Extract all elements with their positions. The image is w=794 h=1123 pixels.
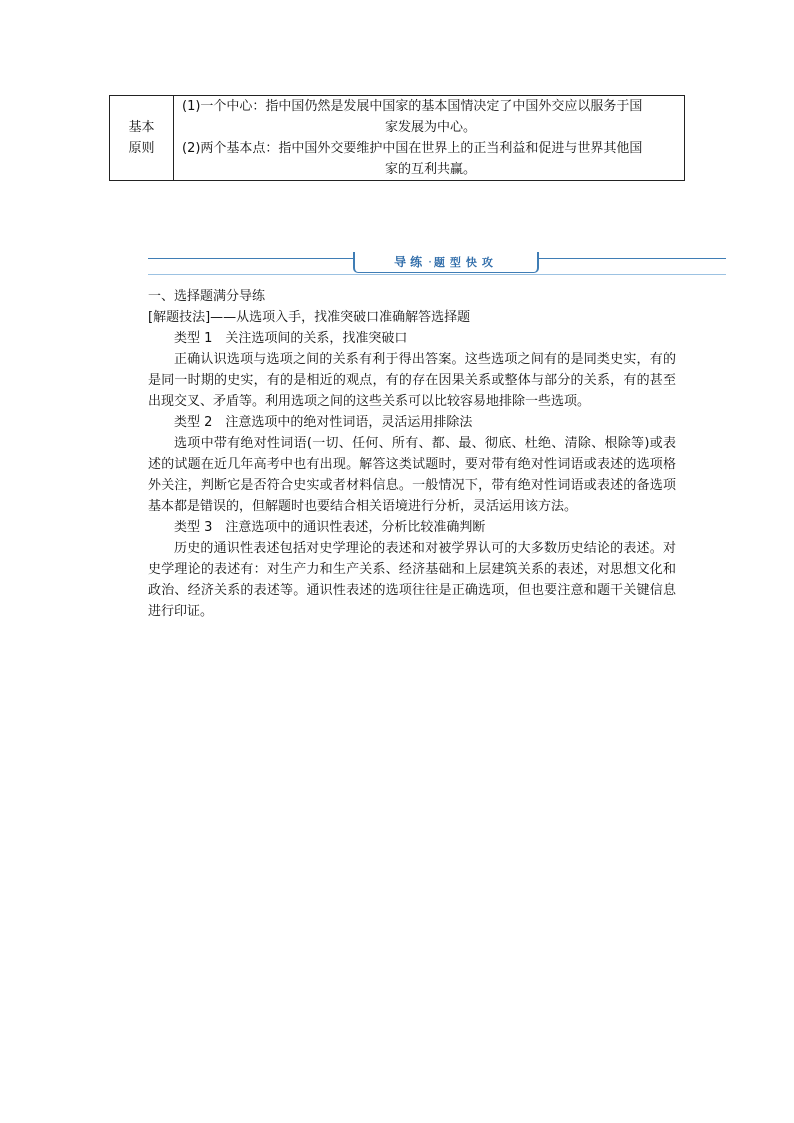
type-3-body: 历史的通识性表述包括对史学理论的表述和对被学界认可的大多数历史结论的表述。对史学理论的表述有：对生产力和生产关系、经济基础和上层建筑关系的表述，对思想文化和政治、经济关系的表述等。通识性表述的选项往往是正确选项，但也要注意和题干关键信息进行印证。	[148, 541, 676, 619]
item-2-line-2: 家的互利共赢。	[384, 162, 476, 177]
item-2-line-1: (2)两个基本点：指中国外交要维护中国在世界上的正当利益和促进与世界其他国	[182, 141, 643, 156]
banner-sub-text: 题型快攻	[433, 256, 498, 269]
banner-tab	[353, 252, 539, 273]
banner-main-text: 导练	[394, 255, 427, 269]
section-banner	[148, 250, 726, 276]
guide-content	[148, 286, 676, 622]
label-line-1: 基本	[128, 120, 155, 135]
item-1-line-2: 家发展为中心。	[384, 120, 476, 135]
type-1-title: 类型 1 关注选项间的关系，找准突破口	[174, 331, 408, 346]
banner-dot: ·	[428, 255, 432, 269]
table-row-label	[110, 96, 174, 181]
item-1-line-1: (1)一个中心：指中国仍然是发展中国家的基本国情决定了中国外交应以服务于国	[182, 99, 643, 114]
type-2-body: 选项中带有绝对性词语(一切、任何、所有、都、最、彻底、杜绝、清除、根除等)或表述的试题在近几年高考中也有出现。解答这类试题时，要对带有绝对性词语或表述的选项格外关注，判断它是否符合史实或者材料信息。一般情况下，带有绝对性词语或表述的备选项基本都是错误的，但解题时也要结合相关语境进行分析，灵活运用该方法。	[148, 436, 676, 514]
type-3-title: 类型 3 注意选项中的通识性表述，分析比较准确判断	[174, 520, 486, 535]
type-1-body: 正确认识选项与选项之间的关系有利于得出答案。这些选项之间有的是同类史实，有的是同一时期的史实，有的是相近的观点，有的存在因果关系或整体与部分的关系，有的甚至出现交叉、矛盾等。利用选项之间的这些关系可以比较容易地排除一些选项。	[148, 352, 676, 409]
section-title: 一、选择题满分导练	[148, 289, 266, 304]
method-title: [解题技法]——从选项入手，找准突破口准确解答选择题	[148, 310, 471, 325]
banner-rule-lower	[148, 274, 726, 275]
table-row-content	[174, 96, 685, 181]
basic-principle-table	[109, 95, 685, 181]
label-line-2: 原则	[128, 141, 155, 156]
table-row	[110, 96, 685, 181]
type-2-title: 类型 2 注意选项中的绝对性词语，灵活运用排除法	[174, 415, 473, 430]
